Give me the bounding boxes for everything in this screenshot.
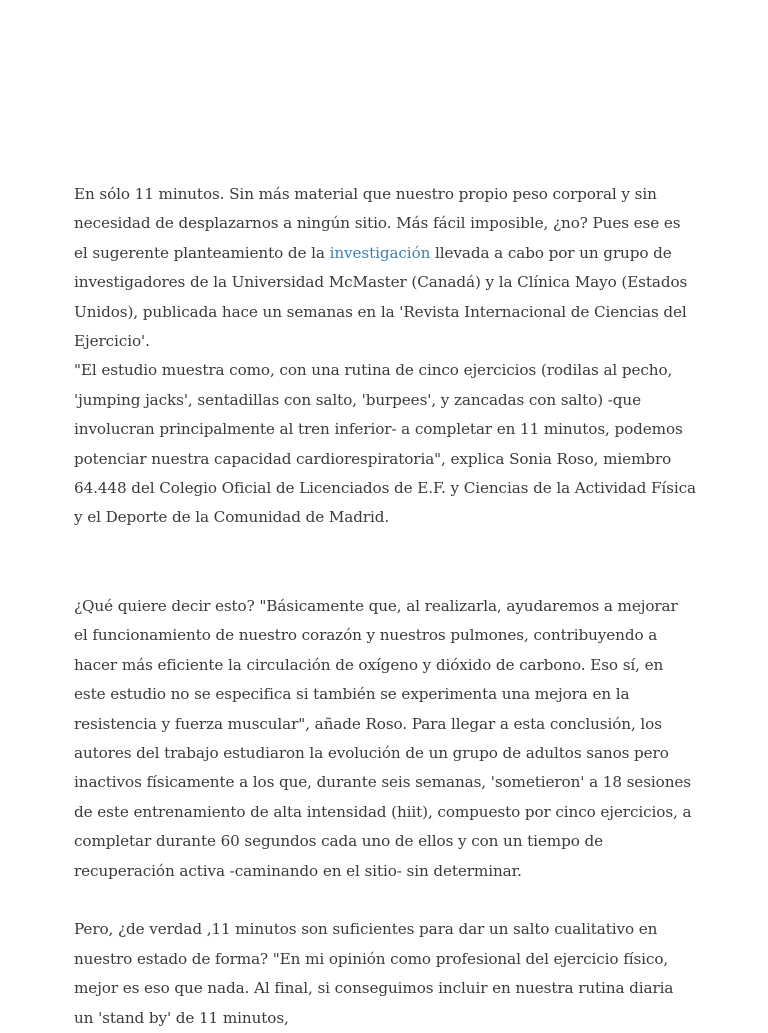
- paragraph-intro-text-after: llevada a cabo por un grupo de investigadores de la Universidad McMaster (Canadá) y la Clínica Mayo (Estados Unidos), publicada hace un semanas en la 'Revista Internacional de Ciencias del Ejercicio'.: [74, 243, 688, 351]
- paragraph-opinion: Pero, ¿de verdad ,11 minutos son suficientes para dar un salto cualitativo en nuestro estado de forma? "En mi opinión como profesional del ejercicio físico, mejor es eso que nada. Al final, si conseguimos incluir en nuestra rutina diaria un 'stand by' de 11 minutos,: [74, 920, 674, 1027]
- paragraph-quote-study: "El estudio muestra como, con una rutina de cinco ejercicios (rodilas al pecho, 'jumping jacks', sentadillas con salto, 'burpees', y zancadas con salto) -que involucran principalmente al tren inferior- a completar en 11 minutos, podemos potenciar nuestra capacidad cardiorespiratoria", explica Sonia Roso, miembro 64.448 del Colegio Oficial de Licenciados de E.F. y Ciencias de la Actividad Física y el Deporte de la Comunidad de Madrid.: [74, 361, 696, 527]
- article-body: [74, 180, 696, 1033]
- investigacion-link[interactable]: investigación: [329, 243, 431, 262]
- paragraph-intro: [74, 180, 696, 356]
- paragraph-intro-text-before: En sólo 11 minutos. Sin más material que nuestro propio peso corporal y sin necesidad de desplazarnos a ningún sitio. Más fácil imposible, ¿no? Pues ese es el sugerente planteamiento de la: [74, 185, 681, 262]
- paragraph-question: ¿Qué quiere decir esto? "Básicamente que, al realizarla, ayudaremos a mejorar el funcionamiento de nuestro corazón y nuestros pulmones, contribuyendo a hacer más eficiente la circulación de oxígeno y dióxido de carbono. Eso sí, en este estudio no se especifica si también se experimenta una mejora en la resistencia y fuerza muscular", añade Roso. Para llegar a esta conclusión, los autores del trabajo estudiaron la evolución de un grupo de adultos sanos pero inactivos físicamente a los que, durante seis semanas, 'sometieron' a 18 sesiones de este entrenamiento de alta intensidad (hiit), compuesto por cinco ejercicios, a completar durante 60 segundos cada uno de ellos y con un tiempo de recuperación activa -caminando en el sitio- sin determinar.: [74, 596, 692, 880]
